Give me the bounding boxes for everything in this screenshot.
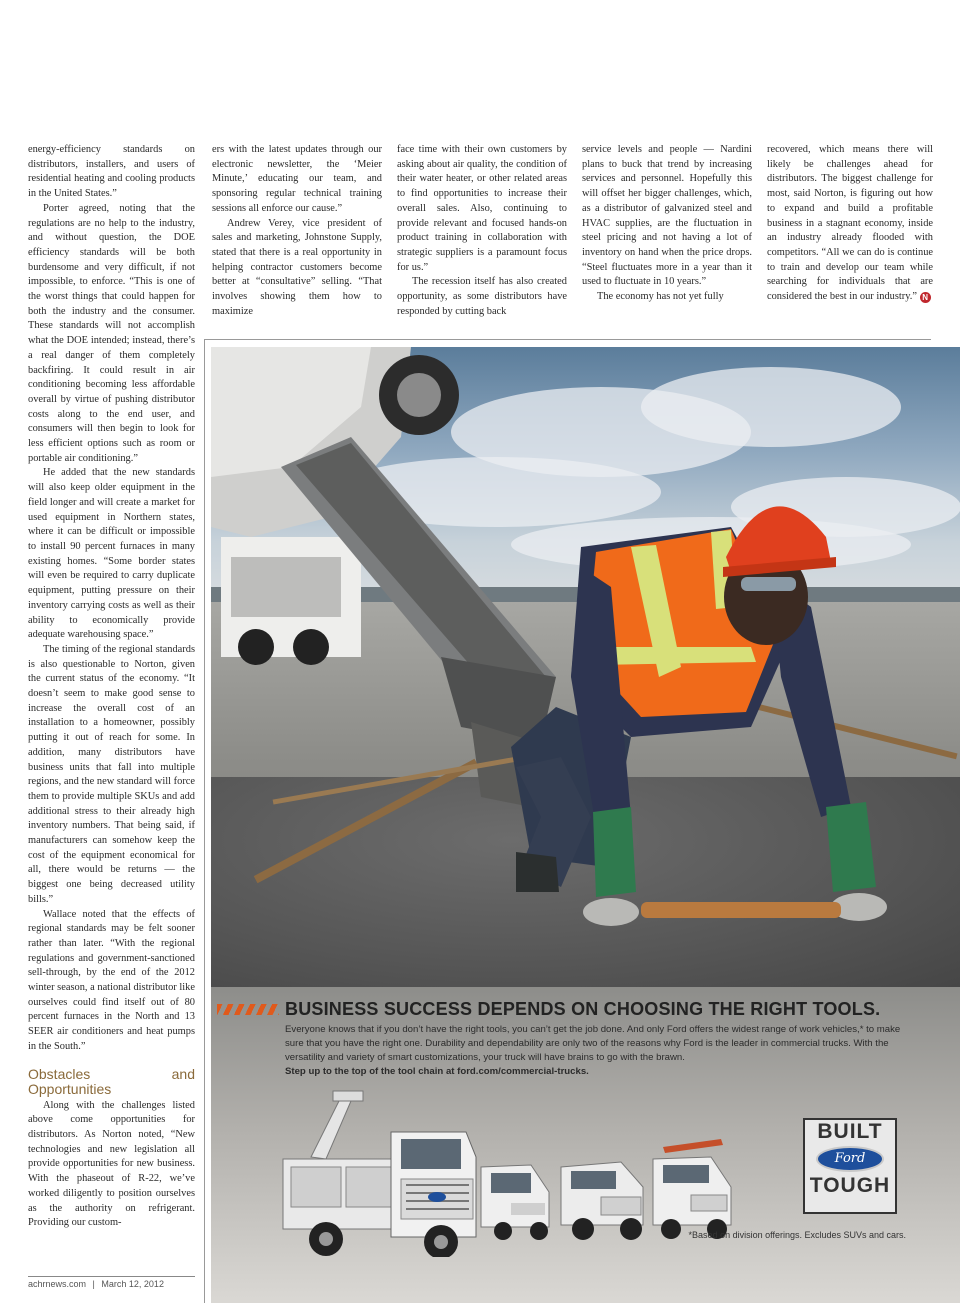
- article-paragraph: The economy has not yet fully: [597, 291, 724, 303]
- footer-date: March 12, 2012: [101, 1279, 164, 1289]
- ad-headline: BUSINESS SUCCESS DEPENDS ON CHOOSING THE RIGHT TOOLS.: [285, 999, 881, 1019]
- article-column-4: [582, 143, 752, 305]
- ad-frame-left: [204, 339, 205, 1303]
- transit-connect-illustration: [481, 1165, 549, 1240]
- ad-photo-illustration: [211, 347, 960, 997]
- article-paragraph: service levels and people — Nardini plans to buck that trend by increasing services and personnel. Hopefully this will offset her bigger challenges, which, as a distributor of galvanized steel and HVAC supplies, are the fluctuation in steel pricing and not having a lot of inventory on hand when the price drops. “Steel fluctuates more in a year than it used to fluctuate in 10 years.”: [582, 144, 752, 288]
- built-ford-tough-badge: [803, 1118, 897, 1214]
- article-paragraph: [767, 143, 933, 305]
- section-subhead: Obstacles and Opportunities: [28, 1065, 195, 1097]
- article-paragraph: Wallace noted that the effects of regional standards may be felt sooner rather than later. “With the regional regulations and government-sanctioned sell-through, by the end of the 2012 winter season, a national distributor like ourselves could find itself out of 80 percent furnaces in the North and 13 SEER air conditioners and heat pumps in the South.”: [28, 908, 195, 1052]
- article-paragraph: energy-efficiency standards on distributors, installers, and users of residential heating and cooling products in the United States.”: [28, 144, 195, 200]
- article-paragraph: face time with their own customers by asking about air quality, the condition of their water heater, or other related areas to find opportunities to increase their overall sales. Also, continuing to provide relevant and focused hands-on product training in collaboration with strategic suppliers is a paramount focus for us.”: [397, 144, 567, 273]
- ford-logo: Ford: [816, 1146, 884, 1172]
- ad-disclaimer: *Based on division offerings. Excludes SUVs and cars.: [688, 1230, 906, 1240]
- article-column-1: [28, 143, 195, 1231]
- article-paragraph: ers with the latest updates through our electronic newsletter, the ‘Meier Minute,’ educating our team, and sponsoring regular technical training sessions all enforce our cause.”: [212, 144, 382, 214]
- ad-frame-top: [204, 339, 931, 340]
- footer-site: achrnews.com: [28, 1279, 87, 1289]
- ford-advertisement: [211, 347, 960, 1303]
- badge-tough-text: TOUGH: [809, 1174, 891, 1197]
- page-footer: [28, 1276, 195, 1289]
- pickup-truck-illustration: [561, 1162, 643, 1240]
- article-paragraph: The recession itself has also created opportunity, as some distributors have responded by cutting back: [397, 276, 567, 317]
- badge-built-text: BUILT: [817, 1120, 883, 1143]
- ad-call-to-action[interactable]: Step up to the top of the tool chain at ford.com/commercial-trucks.: [285, 1066, 589, 1077]
- e-series-van-illustration: [653, 1139, 731, 1239]
- end-of-story-icon: N: [920, 292, 931, 303]
- article-paragraph: He added that the new standards will also keep older equipment in the field longer and will create a market for used equipment in Northern states, where it can be difficult or impossible to install 90 percent furnaces in many existing homes. “Some border states will even be required to carry duplicate equipment, putting pressure on their inventory carrying costs as well as their ability to economically provide adequate warehousing space.”: [28, 467, 195, 641]
- article-column-3: [397, 143, 567, 319]
- ad-accent-stripes: [217, 1004, 279, 1015]
- article-text: recovered, which means there will likely be challenges ahead for distributors. The biggest challenge for most, said Norton, is figuring out how to expand and build a profitable business in a stagnant economy, inside an industry already flooded with competitors. “All we can do is continue to train and develop our team while searching for individuals that are considered the best in our industry.”: [767, 144, 933, 303]
- article-paragraph: Along with the challenges listed above come opportunities for distributors. As Norton noted, “New technologies and new legislation all provide opportunities for new business. With the phaseout of R-22, we’ve worked diligently to position ourselves as the authority on refrigerant. Providing our custom-: [28, 1099, 195, 1229]
- article-paragraph: Andrew Verey, vice president of sales and marketing, Johnstone Supply, stated that there is a real opportunity in helping contractor customers become better at “consultative” selling. “That involves showing them how to maximize: [212, 217, 382, 317]
- article-column-5: [767, 143, 933, 305]
- ad-body-text: Everyone knows that if you don’t have the right tools, you can’t get the job done. And only Ford offers the widest range of work vehicles,* to make sure that you have the right one. Durability and dependability are only two of the reasons why Ford is the leader in commercial trucks. With the versatility and variety of smart customizations, your truck will have brains to go with the brawn.: [285, 1024, 901, 1063]
- worker-illustration: [511, 506, 887, 926]
- footer-separator: |: [92, 1279, 95, 1289]
- article-paragraph: The timing of the regional standards is also questionable to Norton, given the current status of the economy. “It doesn’t seem to make good sense to increase the overall cost of an installation to a homeowner, possibly putting it out of reach for some. In addition, many distributors have business units that fall into multiple regions, and the new standard will force them to provide multiple SKUs and add additional stress to their already high inventory numbers. That being said, if manufacturers can somehow keep the cost of the equipment economical for all, there would be returns — the biggest one being decreased utility bills.”: [28, 643, 195, 905]
- article-paragraph: Porter agreed, noting that the regulations are no help to the industry, and without question, the DOE efficiency standards will be both burdensome and very difficult, if not impossible, to enforce. “This is one of the worst things that could happen for both the industry and the consumer. These standards will not accomplish what the DOE intended; instead, there’s a real danger of them completely backfiring. It could result in air conditioning becoming less affordable overall by virtue of pushing distributor costs along to the end user, and consumers will then begin to look for less efficient options such as room or portable air conditioning.”: [28, 202, 195, 464]
- article-column-2: [212, 143, 382, 319]
- utility-truck-illustration: [283, 1091, 476, 1257]
- ad-body-copy: [285, 1023, 905, 1079]
